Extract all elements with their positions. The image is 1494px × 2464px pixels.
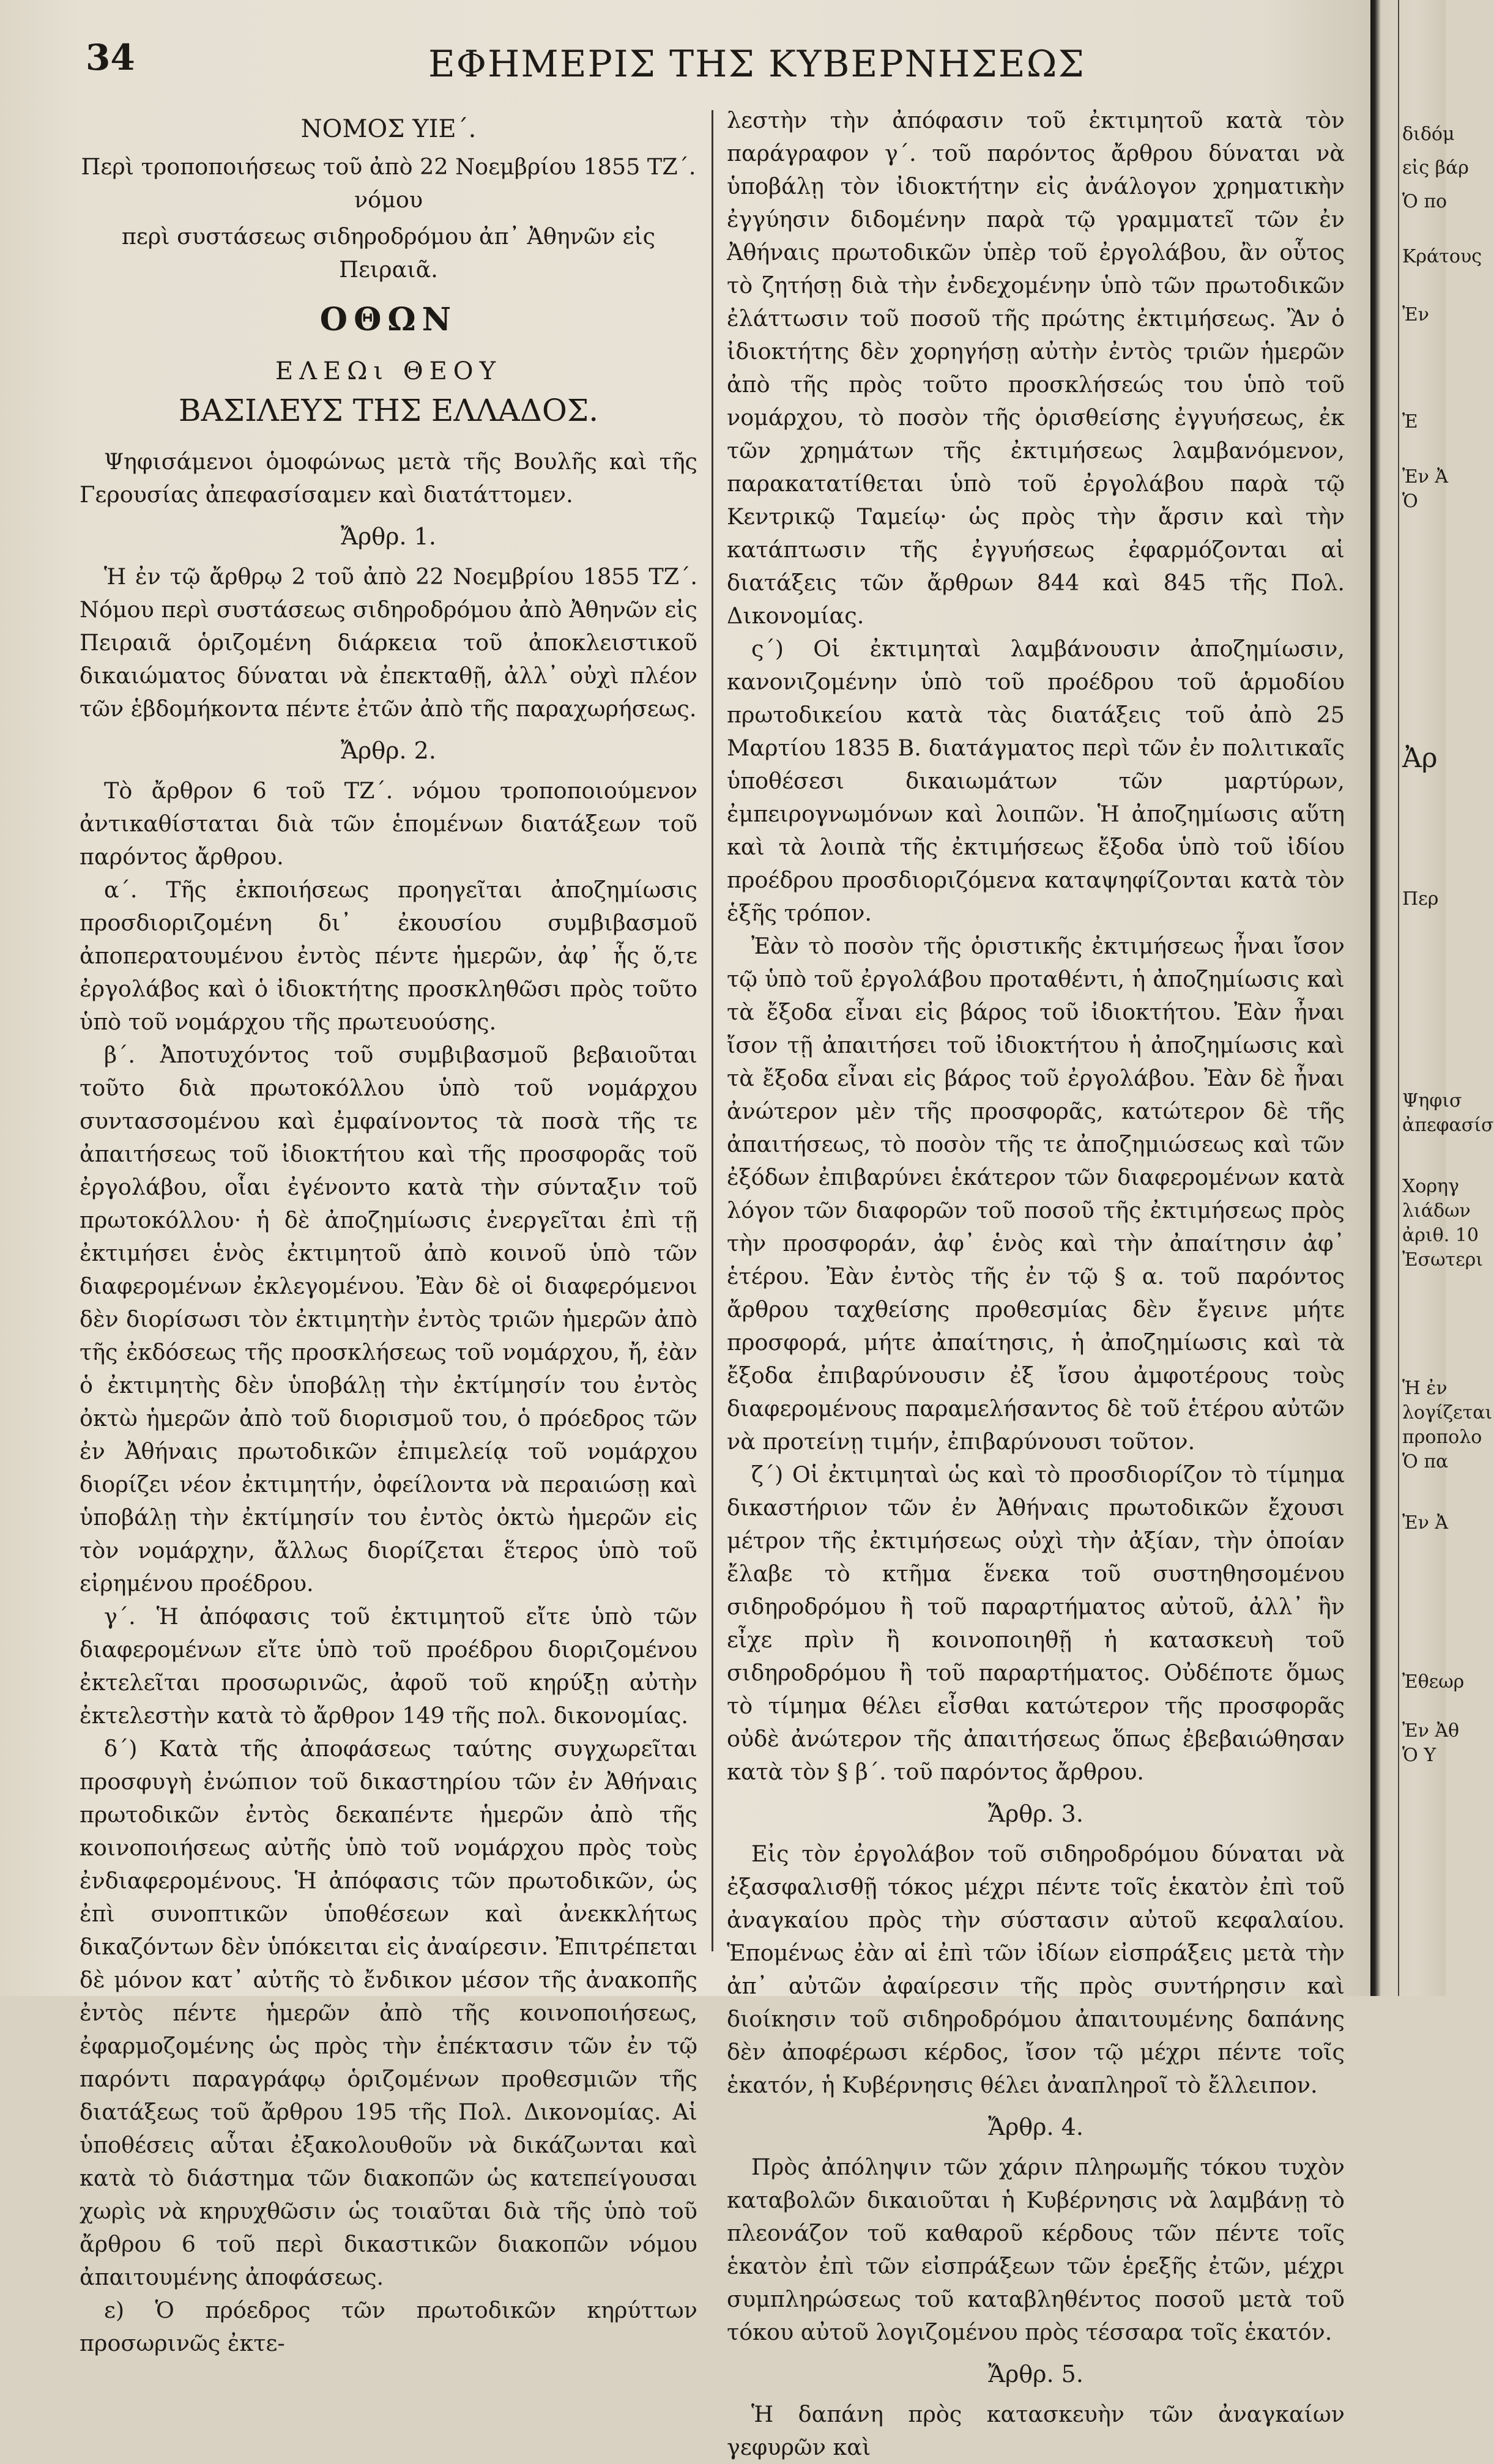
article-3-heading: Ἄρθρ. 3. bbox=[988, 1800, 1083, 1827]
paragraph-d: δ΄) Κατὰ τῆς ἀποφάσεως ταύτης συγχωρεῖται προσφυγὴ ἐνώπιον τοῦ δικαστηρίου τῶν ἐν Ἀθήναις πρωτοδικῶν ἐντὸς δεκαπέντε ἡμερῶν ἀπὸ τῆς κοινοποιήσεως αὐτῆς ὑπὸ τοῦ νομάρχου πρὸς τοὺς ἐνδιαφερομένους. Ἡ ἀπόφασις τῶν πρωτοδικῶν, ὡς ἐπὶ συνοπτικῶν ὑποθέσεων καὶ ἀνεκκλήτως δικαζόντων δὲν ὑπόκειται εἰς ἀναίρεσιν. Ἐπιτρέπεται δὲ μόνον κατ᾽ αὐτῆς τὸ ἔνδικον μέσον τῆς ἀνακοπῆς ἐντὸς πέντε ἡμερῶν ἀπὸ τῆς κοινοποιήσεως, ἐφαρμοζομένης ὡς πρὸς τὴν ἐπέκτασιν τῶν ἐν τῷ παρόντι παραγράφῳ ὁριζομένων προθεσμιῶν τῆς διατάξεως τοῦ ἄρθρου 195 τῆς Πολ. Δικονομίας. Αἱ ὑποθέσεις αὗται ἐξακολουθοῦν νὰ δικάζωνται καὶ κατὰ τὸ διάστημα τῶν διακοπῶν ὡς κατεπείγουσαι χωρὶς νὰ κηρυχθῶσιν ὡς τοιαῦται διὰ τῆς ὑπὸ τοῦ ἄρθρου 6 τοῦ περὶ δικαστικῶν διακοπῶν νόμου ἀπαιτουμένης ἀποφάσεως. bbox=[80, 1735, 697, 2290]
article-2-heading: Ἄρθρ. 2. bbox=[341, 737, 436, 764]
article-4-text: Πρὸς ἀπόληψιν τῶν χάριν πληρωμῆς τόκου τυχὸν καταβολῶν δικαιοῦται ἡ Κυβέρνησις νὰ λαμβάνῃ τὸ πλεονάζον τοῦ καθαροῦ κέρδους τῶν πέντε τοῖς ἑκατὸν ἐπὶ τῶν εἰσπράξεων τῶν ἑρεξῆς ἐτῶν, μέχρι συμπληρώσεως τοῦ καταβληθέντος ποσοῦ μετὰ τοῦ τόκου αὐτοῦ λογιζομένου πρὸς τέσσαρα τοῖς ἑκατόν. bbox=[727, 2154, 1345, 2345]
article-5-heading: Ἄρθρ. 5. bbox=[988, 2361, 1083, 2388]
adjacent-fragment: Περ bbox=[1402, 888, 1439, 910]
adjacent-fragment: προπολο bbox=[1402, 1427, 1482, 1448]
paragraph-g: ζ΄) Οἱ ἐκτιμηταὶ ὡς καὶ τὸ προσδιορίζον τὸ τίμημα δικαστήριον τῶν ἐν Ἀθήναις πρωτοδικῶν ἔχουσι μέτρον τῆς ἐκτιμήσεως οὐχὶ τὴν ἀξίαν, τὴν ὁποίαν ἔλαβε τὸ κτῆμα ἕνεκα τοῦ συστηθησομένου σιδηροδρόμου ἢ τοῦ παραρτήματος αὐτοῦ, ἀλλ᾽ ἣν εἶχε πρὶν ἢ κοινοποιηθῇ ἡ κατασκευὴ τοῦ σιδηροδρόμου ἢ τοῦ παραρτήματος. Οὐδέποτε ὅμως τὸ τίμημα θέλει εἶσθαι κατώτερον τῆς προσφορᾶς οὐδὲ ἀνώτερον τῆς ἀπαιτήσεως ὅπως ἐβεβαιώθησαν κατὰ τὸν § β΄. τοῦ παρόντος ἄρθρου. bbox=[727, 1461, 1345, 1785]
adjacent-fragment: Ψηφισ bbox=[1402, 1090, 1462, 1111]
paragraph-c: γ΄. Ἡ ἀπόφασις τοῦ ἐκτιμητοῦ εἴτε ὑπὸ τῶν διαφερομένων εἴτε ὑπὸ τοῦ προέδρου διοριζομένου ἐκτελεῖται προσωρινῶς, ἀφοῦ τοῦ κηρύξῃ αὐτὴν ἐκτελεστὴν κατὰ τὸ ἄρθρον 149 τῆς πολ. δικονομίας. bbox=[80, 1603, 697, 1729]
grace-of-god: ΕΛΕΩι ΘΕΟΥ bbox=[275, 357, 502, 385]
column-divider bbox=[712, 110, 713, 1951]
adjacent-fragment: Ὁ Υ bbox=[1402, 1745, 1436, 1766]
law-subject-line-2: περὶ συστάσεως σιδηροδρόμου ἀπ᾽ Ἀθηνῶν εἰς Πειραιᾶ. bbox=[121, 223, 656, 283]
paragraph-f: ς΄) Οἱ ἐκτιμηταὶ λαμβάνουσιν ἀποζημίωσιν, κανονιζομένην ὑπὸ τοῦ προέδρου τοῦ ἁρμοδίου πρωτοδικείου κατὰ τὰς διατάξεις τοῦ ἀπὸ 25 Μαρτίου 1835 Β. διατάγματος περὶ τῶν ἐν πολιτικαῖς ὑποθέσεσι δικαιωμάτων τῶν μαρτύρων, ἐμπειρογνωμόνων καὶ λοιπῶν. Ἡ ἀποζημίωσις αὕτη καὶ τὰ λοιπὰ τῆς ἐκτιμήσεως ἔξοδα ὑπὸ τοῦ ἰδίου προέδρου προσδιοριζόμενα καταψηφίζονται κατὰ τὸν ἑξῆς τρόπον. bbox=[727, 636, 1345, 926]
adjacent-page-rule bbox=[1398, 0, 1399, 1996]
adjacent-fragment: Ὁ πα bbox=[1402, 1451, 1449, 1472]
adjacent-fragment: Ἐσωτερι bbox=[1402, 1249, 1484, 1271]
adjacent-fragment: Ἀρ bbox=[1402, 743, 1438, 774]
left-column bbox=[80, 104, 697, 2356]
adjacent-fragment: Ὁ bbox=[1402, 491, 1418, 512]
article-1-heading: Ἄρθρ. 1. bbox=[341, 523, 436, 550]
paragraph-e-continued: λεστὴν τὴν ἀπόφασιν τοῦ ἐκτιμητοῦ κατὰ τὸν παράγραφον γ΄. τοῦ παρόντος ἄρθρου δύναται νὰ ὑποβάλῃ τὸν ἰδιοκτήτην εἰς ἀνάλογον χρηματικὴν ἐγγύησιν διδομένην παρὰ τῷ γραμματεῖ τῶν ἐν Ἀθήναις πρωτοδικῶν ὑπὲρ τοῦ ἐργολάβου, ἂν οὗτος τὸ ζητήσῃ διὰ τὴν ἐνδεχομένην ὑπὸ τῶν πρωτοδικῶν ἐλάττωσιν τοῦ ποσοῦ τῆς πρώτης ἐκτιμήσεως. Ἂν ὁ ἰδιοκτήτης δὲν χορηγήσῃ αὐτὴν ἐντὸς τριῶν ἡμερῶν ἀπὸ τῆς πρὸς τοῦτο προσκλήσεώς του ὑπὸ τοῦ νομάρχου, τὸ ποσὸν τῆς ὁρισθείσης ἐγγυήσεως, ἐκ τῶν χρημάτων τῆς ἐκτιμήσεως λαμβανόμενον, παρακατατίθεται ὑπὸ τοῦ ἐργολάβου παρὰ τῷ Κεντρικῷ Ταμείῳ· ὡς πρὸς τὴν ἄρσιν καὶ τὴν κατάπτωσιν τῆς ἐγγυήσεως ἐφαρμόζονται αἱ διατάξεις τῶν ἄρθρων 844 καὶ 845 τῆς Πολ. Δικονομίας. bbox=[727, 107, 1345, 629]
adjacent-fragment: Ἐν Ἀ bbox=[1402, 466, 1449, 488]
right-column bbox=[727, 104, 1345, 2460]
paragraph-b: β΄. Ἀποτυχόντος τοῦ συμβιβασμοῦ βεβαιοῦται τοῦτο διὰ πρωτοκόλλου ὑπὸ τοῦ νομάρχου συντασσομένου καὶ ἐμφαίνοντος τὰ ποσὰ τῆς τε ἀπαιτήσεως τοῦ ἰδιοκτήτου καὶ τῆς προσφορᾶς τοῦ ἐργολάβου, οἷαι ἐγένοντο κατὰ τὴν σύνταξιν τοῦ πρωτοκόλλου· ἡ δὲ ἀποζημίωσις ἐνεργεῖται ἐπὶ τῇ ἐκτιμήσει ἑνὸς ἐκτιμητοῦ ἀπὸ κοινοῦ ὑπὸ τῶν διαφερομένων ἐκλεγομένου. Ἐὰν δὲ οἱ διαφερόμενοι δὲν διορίσωσι τὸν ἐκτιμητὴν ἐντὸς τριῶν ἡμερῶν ἀπὸ τῆς ἐκδόσεως τῆς προσκλήσεως τοῦ νομάρχου, ἤ, ἐὰν ὁ ἐκτιμητὴς δὲν ὑποβάλῃ τὴν ἐκτίμησίν του ἐντὸς ὀκτὼ ἡμερῶν ἀπὸ τοῦ διορισμοῦ του, ὁ πρόεδρος τῶν ἐν Ἀθήναις πρωτοδικῶν ἐπιμελείᾳ τοῦ νομάρχου διορίζει νέον ἐκτιμητήν, ὀφείλοντα νὰ περαιώσῃ καὶ ὑποβάλῃ τὴν ἐκτίμησίν του ἐντὸς ὀκτὼ ἡμερῶν εἰς τὸν νομάρχην, ἄλλως διορίζεται ἕτερος ὑπὸ τοῦ εἰρημένου προέδρου. bbox=[80, 1042, 697, 1597]
royal-title: ΒΑΣΙΛΕΥΣ ΤΗΣ ΕΛΛΑΔΟΣ. bbox=[178, 393, 599, 428]
article-5-text: Ἡ δαπάνη πρὸς κατασκευὴν τῶν ἀναγκαίων γεφυρῶν καὶ bbox=[727, 2401, 1345, 2460]
adjacent-fragment: Ἐθεωρ bbox=[1402, 1671, 1465, 1693]
adjacent-fragment: διδόμ bbox=[1402, 124, 1455, 145]
law-title: ΝΟΜΟΣ ΥΙΕ΄. bbox=[300, 115, 477, 143]
adjacent-fragment: λιάδων bbox=[1402, 1200, 1471, 1222]
adjacent-fragment: Ἡ ἐν bbox=[1402, 1378, 1448, 1399]
law-subject-line-1: Περὶ τροποποιήσεως τοῦ ἀπὸ 22 Νοεμβρίου 1855 ΤΖ΄. νόμου bbox=[81, 154, 696, 213]
article-2-text: Τὸ ἄρθρον 6 τοῦ ΤΖ΄. νόμου τροποποιούμενον ἀντικαθίσταται διὰ τῶν ἑπομένων διατάξεων τοῦ παρόντος ἄρθρου. bbox=[80, 777, 697, 870]
adjacent-fragment: Χορηγ bbox=[1402, 1176, 1459, 1197]
king-name: ΟΘΩΝ bbox=[319, 301, 458, 338]
paragraph-f-continued: Ἐὰν τὸ ποσὸν τῆς ὁριστικῆς ἐκτιμήσεως ἦναι ἴσον τῷ ὑπὸ τοῦ ἐργολάβου προταθέντι, ἡ ἀποζημίωσις καὶ τὰ ἔξοδα εἶναι εἰς βάρος τοῦ ἰδιοκτήτου. Ἐὰν ἦναι ἴσον τῇ ἀπαιτήσει τοῦ ἰδιοκτήτου ἡ ἀποζημίωσις καὶ τὰ ἔξοδα εἶναι εἰς βάρος τοῦ ἐργολάβου. Ἐὰν δὲ ἦναι ἀνώτερον μὲν τῆς προσφορᾶς, κατώτερον δὲ τῆς ἀπαιτήσεως, τὸ ποσὸν τῆς τε ἀποζημιώσεως καὶ τῶν ἐξόδων ἐπιβαρύνει ἑκάτερον τῶν διαφερομένων κατὰ λόγον τῶν διαφορῶν τοῦ ποσοῦ τῆς ἐκτιμήσεως πρὸς τὴν προσφοράν, ἀφ᾽ ἑνὸς καὶ τὴν ἀπαίτησιν ἀφ᾽ ἑτέρου. Ἐὰν ἐντὸς τῆς ἐν τῷ § α. τοῦ παρόντος ἄρθρου ταχθείσης προθεσμίας δὲν ἔγεινε μήτε προσφορά, μήτε ἀπαίτησις, ἡ ἀποζημίωσις καὶ τὰ ἔξοδα ἐπιβαρύνουσιν ἐξ ἴσου ἀμφοτέρους τοὺς διαφερομένους παραμελήσαντος δὲ τοῦ ἑτέρου αὐτῶν νὰ προτείνῃ τιμήν, ἐπιβαρύνουσι τοῦτον. bbox=[727, 933, 1345, 1455]
adjacent-fragment: Κράτους bbox=[1402, 246, 1482, 267]
article-4-heading: Ἄρθρ. 4. bbox=[988, 2113, 1083, 2140]
article-1-text: Ἡ ἐν τῷ ἄρθρῳ 2 τοῦ ἀπὸ 22 Νοεμβρίου 1855 ΤΖ΄. Νόμου περὶ συστάσεως σιδηροδρόμου ἀπὸ Ἀθηνῶν εἰς Πειραιᾶ ὁριζομένη διάρκεια τοῦ ἀποκλειστικοῦ δικαιώματος δύναται νὰ ἐπεκταθῇ, ἀλλ᾽ οὐχὶ πλέον τῶν ἑβδομήκοντα πέντε ἐτῶν ἀπὸ τῆς παραχωρήσεως. bbox=[80, 563, 697, 722]
adjacent-fragment: λογίζεται bbox=[1402, 1402, 1493, 1423]
adjacent-fragment: Ὁ πο bbox=[1402, 191, 1448, 212]
adjacent-page-strip bbox=[1370, 0, 1494, 1996]
adjacent-fragment: Ἐ bbox=[1402, 411, 1418, 432]
adjacent-fragment: εἰς βάρ bbox=[1402, 157, 1469, 179]
adjacent-fragment: Ἐν Ἀθ bbox=[1402, 1720, 1460, 1742]
paragraph-a: α΄. Τῆς ἐκποιήσεως προηγεῖται ἀποζημίωσις προσδιοριζομένη δι᾽ ἐκουσίου συμβιβασμοῦ ἀποπερατουμένου ἐντὸς πέντε ἡμερῶν, ἀφ᾽ ἧς ὅ,τε ἐργολάβος καὶ ὁ ἰδιοκτήτης προσκληθῶσι πρὸς τοῦτο ὑπὸ τοῦ νομάρχου τῆς πρωτευούσης. bbox=[80, 877, 697, 1035]
page-number: 34 bbox=[86, 37, 135, 78]
adjacent-fragment: Ἐν Ἀ bbox=[1402, 1512, 1449, 1534]
article-3-text: Εἰς τὸν ἐργολάβον τοῦ σιδηροδρόμου δύναται νὰ ἐξασφαλισθῇ τόκος μέχρι πέντε τοῖς ἑκατὸν ἐπὶ τοῦ ἀναγκαίου πρὸς τὴν σύστασιν αὐτοῦ κεφαλαίου. Ἑπομένως ἐὰν αἱ ἐπὶ τῶν ἰδίων εἰσπράξεις μετὰ τὴν ἀπ᾽ αὐτῶν ἀφαίρεσιν τῆς πρὸς συντήρησιν καὶ διοίκησιν τοῦ σιδηροδρόμου ἀπαιτουμένης δαπάνης δὲν ἀποφέρωσι κέρδος, ἴσον τῷ μέχρι πέντε τοῖς ἑκατόν, ἡ Κυβέρνησις θέλει ἀναπληροῖ τὸ ἔλλειπον. bbox=[727, 1841, 1345, 2098]
adjacent-fragment: ἀριθ. 10 bbox=[1402, 1225, 1479, 1246]
preamble: Ψηφισάμενοι ὁμοφώνως μετὰ τῆς Βουλῆς καὶ τῆς Γερουσίας ἀπεφασίσαμεν καὶ διατάττομεν. bbox=[80, 448, 697, 508]
page-header bbox=[0, 37, 1370, 92]
adjacent-fragment: Ἐν bbox=[1402, 304, 1429, 325]
adjacent-fragment: ἀπεφασίσ bbox=[1402, 1115, 1494, 1136]
paragraph-e: ε) Ὁ πρόεδρος τῶν πρωτοδικῶν κηρύττων προσωρινῶς ἐκτε- bbox=[80, 2297, 697, 2356]
journal-title: ΕΦΗΜΕΡΙΣ ΤΗΣ ΚΥΒΕΡΝΗΣΕΩΣ bbox=[428, 43, 1085, 86]
